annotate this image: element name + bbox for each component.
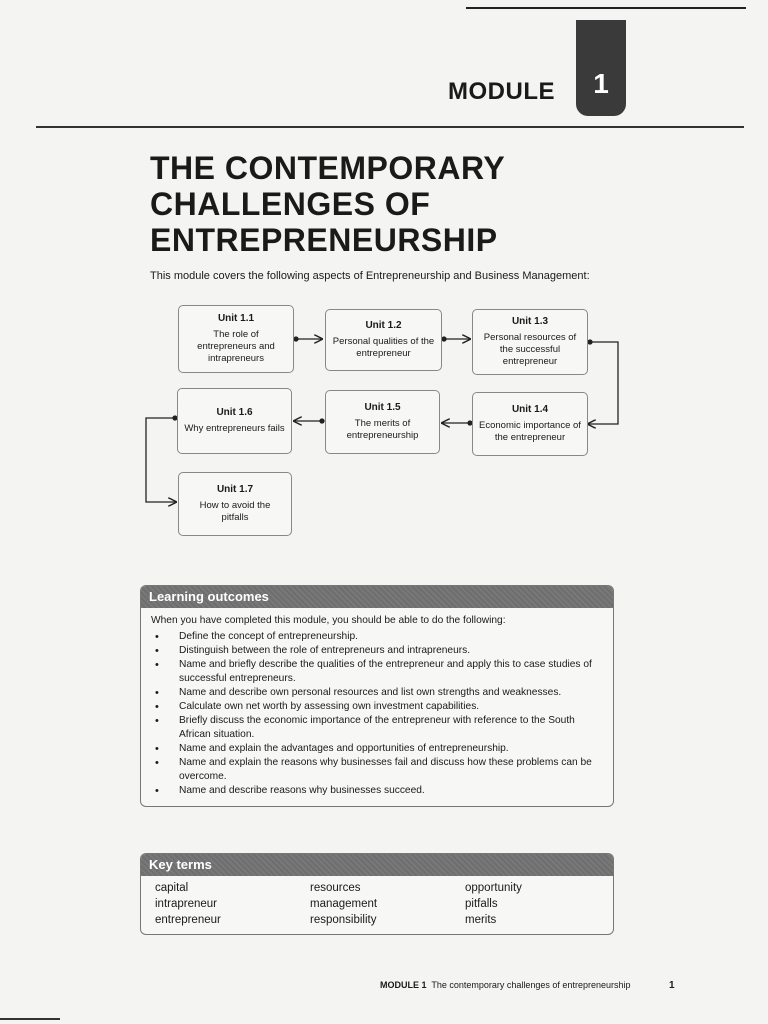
key-terms-column — [465, 880, 614, 928]
arrow-1-3-to-1-4 — [588, 342, 618, 424]
key-term: intrapreneur — [155, 898, 218, 910]
key-term: entrepreneur — [155, 914, 221, 926]
module-intro: This module covers the following aspects of Entrepreneurship and Business Management: — [150, 270, 590, 282]
title-line: CHALLENGES OF — [150, 186, 431, 222]
unit-title: Unit 1.6 — [216, 407, 253, 418]
list-item: • Briefly discuss the economic importance of the entrepreneur with reference to the South African situation. — [151, 714, 603, 742]
unit-description: Why entrepreneurs fails — [184, 423, 285, 434]
list-item: • Calculate own net worth by assessing own investment capabilities. — [151, 700, 603, 714]
unit-box-1-6 — [177, 388, 292, 454]
unit-box-1-1 — [178, 305, 294, 373]
module-label: MODULE — [448, 78, 555, 105]
title-line: ENTREPRENEURSHIP — [150, 222, 498, 258]
learning-outcomes-heading: Learning outcomes — [141, 586, 613, 608]
unit-title: Unit 1.5 — [364, 402, 401, 413]
key-term: pitfalls — [465, 898, 498, 910]
unit-box-1-3 — [472, 309, 588, 375]
unit-description: How to avoid the pitfalls — [199, 500, 271, 523]
unit-title: Unit 1.3 — [511, 316, 549, 327]
unit-description: The role of entrepreneurs and intrapreneurs — [197, 329, 275, 364]
key-term: opportunity — [465, 882, 522, 894]
connector-dot — [294, 337, 298, 341]
page-number: 1 — [669, 980, 675, 991]
unit-box-1-5 — [325, 390, 440, 454]
module-number-tab — [576, 20, 626, 116]
learning-outcomes-panel — [140, 585, 614, 807]
unit-title: Unit 1.7 — [216, 484, 254, 495]
key-term: responsibility — [310, 914, 377, 926]
bottom-rule — [0, 1018, 60, 1020]
page-footer — [380, 980, 630, 990]
connector-dot — [320, 419, 324, 423]
module-number: 1 — [593, 68, 609, 99]
list-item: • Distinguish between the role of entrepreneurs and intrapreneurs. — [151, 644, 603, 658]
unit-title: Unit 1.1 — [217, 313, 255, 324]
key-terms-column — [310, 880, 465, 928]
key-terms-heading: Key terms — [141, 854, 613, 876]
connector-dot — [588, 340, 592, 344]
footer-title: The contemporary challenges of entrepreneurship — [431, 980, 631, 990]
list-item: • Name and briefly describe the qualities of the entrepreneur and apply this to case studies of successful entrepreneurs. — [151, 658, 603, 686]
list-item: • Name and describe reasons why businesses succeed. — [151, 784, 603, 798]
arrow-1-6-to-1-7 — [146, 418, 176, 502]
unit-title: Unit 1.2 — [365, 320, 402, 331]
unit-title: Unit 1.4 — [511, 404, 549, 415]
learning-outcomes-intro: When you have completed this module, you should be able to do the following: — [151, 615, 506, 626]
key-term: capital — [155, 882, 189, 894]
unit-box-1-2 — [325, 309, 442, 371]
key-terms-column — [155, 880, 310, 928]
list-item: • Name and explain the advantages and opportunities of entrepreneurship. — [151, 742, 603, 756]
key-term: resources — [310, 882, 361, 894]
unit-description: Personal resources of the successful entrepreneur — [483, 332, 577, 367]
unit-description: The merits of entrepreneurship — [346, 418, 419, 441]
key-term: merits — [465, 914, 497, 926]
title-line: THE CONTEMPORARY — [150, 150, 506, 186]
page-title — [150, 150, 505, 258]
list-item: • Define the concept of entrepreneurship. — [151, 630, 603, 644]
connector-dot — [442, 337, 446, 341]
unit-box-1-4 — [472, 392, 588, 456]
key-terms-panel — [140, 853, 614, 935]
unit-description: Economic importance of the entrepreneur — [479, 420, 581, 443]
list-item: • Name and explain the reasons why businesses fail and discuss how these problems can be overcome. — [151, 756, 603, 784]
learning-outcomes-list — [151, 630, 603, 798]
top-rule — [466, 7, 746, 9]
key-term: management — [310, 898, 378, 910]
footer-module: MODULE 1 — [380, 980, 427, 990]
list-item: • Name and describe own personal resources and list own strengths and weaknesses. — [151, 686, 603, 700]
unit-box-1-7 — [178, 472, 292, 536]
unit-description: Personal qualities of the entrepreneur — [332, 336, 435, 359]
header-rule — [36, 126, 744, 128]
